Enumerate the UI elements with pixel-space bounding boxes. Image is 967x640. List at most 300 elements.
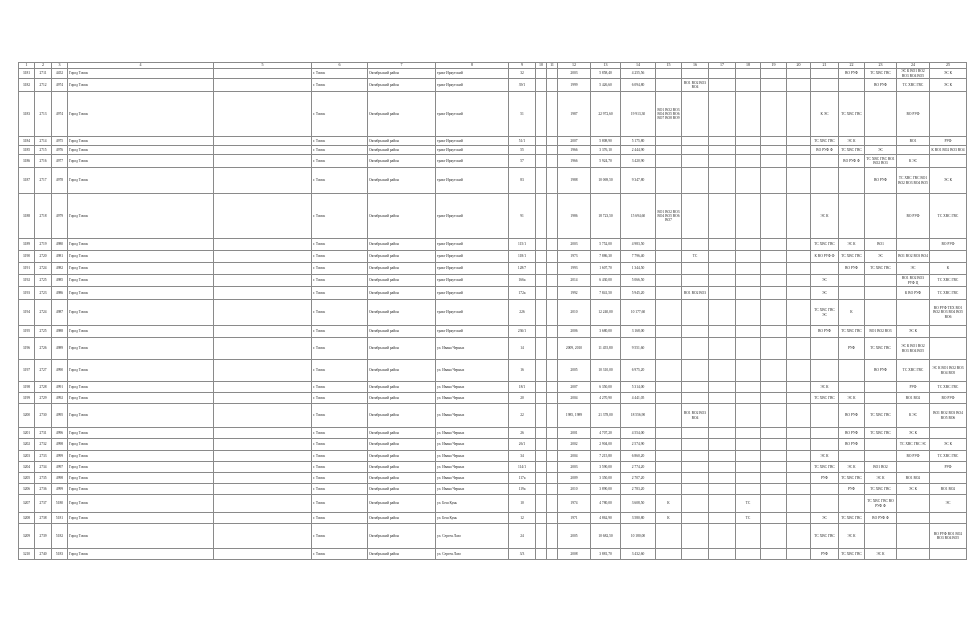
table-cell: 34 — [509, 451, 536, 462]
column-number: 13 — [591, 63, 621, 69]
table-cell: 2 444,90 — [621, 146, 656, 155]
table-cell: 3181 — [19, 69, 35, 79]
table-cell: 1985, 1989 — [558, 404, 591, 428]
table-cell: 2005 — [558, 524, 591, 549]
table-cell: 117а — [509, 473, 536, 484]
table-cell — [682, 275, 709, 287]
table-cell — [839, 382, 865, 393]
table-cell: 2009, 2010 — [558, 338, 591, 360]
table-cell: Октябрьский район — [368, 404, 436, 428]
table-cell: К ЭС — [811, 92, 839, 137]
table-cell — [682, 439, 709, 451]
table-cell: 3183 — [19, 92, 35, 137]
table-cell: 4 441,05 — [621, 393, 656, 404]
table-cell — [811, 484, 839, 495]
table-cell — [547, 287, 558, 300]
table-cell: ВО РУФ — [897, 194, 930, 239]
table-cell: Октябрьский район — [368, 92, 436, 137]
table-cell — [787, 462, 811, 473]
table-cell: Октябрьский район — [368, 484, 436, 495]
table-cell: 2724 — [35, 300, 52, 326]
table-cell — [736, 338, 761, 360]
table-cell: ТС ХВС ГВС ЭС — [811, 300, 839, 326]
table-cell: ЭС — [811, 275, 839, 287]
table-cell — [839, 194, 865, 239]
table-cell — [811, 404, 839, 428]
table-row — [19, 326, 967, 338]
table-cell: ул. Беш Кунь — [436, 513, 509, 524]
table-cell — [709, 439, 736, 451]
table-row — [19, 287, 967, 300]
table-cell: 3194 — [19, 300, 35, 326]
table-cell: ВО1 ВО2 — [930, 484, 967, 495]
table-cell — [761, 168, 787, 194]
table-cell: 2719 — [35, 239, 52, 251]
table-row — [19, 155, 967, 168]
table-cell: 3203 — [19, 451, 35, 462]
table-cell — [682, 137, 709, 146]
table-cell: 3 608,50 — [621, 495, 656, 513]
table-cell: ТС — [736, 513, 761, 524]
table-cell: 4979 — [52, 194, 68, 239]
column-number: 5 — [214, 63, 312, 69]
table-cell — [930, 473, 967, 484]
table-cell — [811, 155, 839, 168]
table-cell: 2723 — [35, 287, 52, 300]
table-cell: 2737 — [35, 495, 52, 513]
table-cell — [214, 194, 312, 239]
table-cell: ВО1 ВО2 ВО3 ВО4 — [682, 79, 709, 92]
table-cell: ТС ХВС ГВС — [897, 79, 930, 92]
table-cell: 15 694,60 — [621, 194, 656, 239]
table-cell: 1987 — [558, 92, 591, 137]
table-row — [19, 439, 967, 451]
table-row — [19, 484, 967, 495]
table-cell: 9 551,60 — [621, 338, 656, 360]
table-cell: ТС ХВС ГВС — [897, 360, 930, 382]
table-cell: 21 378,00 — [591, 404, 621, 428]
table-cell: 3200 — [19, 404, 35, 428]
table-cell — [865, 382, 897, 393]
table-cell — [536, 360, 547, 382]
table-cell: ул. Сергея Лазо — [436, 549, 509, 560]
table-cell — [787, 155, 811, 168]
table-cell: ЭС — [811, 287, 839, 300]
table-cell: РУФ — [811, 473, 839, 484]
table-cell: г. Томск — [312, 300, 368, 326]
table-cell — [736, 360, 761, 382]
table-cell: 3185 — [19, 146, 35, 155]
column-number: 20 — [787, 63, 811, 69]
table-cell: г. Томск — [312, 69, 368, 79]
table-cell: 2731 — [35, 428, 52, 439]
table-cell — [787, 251, 811, 263]
table-cell — [709, 338, 736, 360]
table-cell: ТС ХВС ГВС ВО1 ВО2 ВО3 ВО4 ВО5 — [897, 168, 930, 194]
table-cell: 3187 — [19, 168, 35, 194]
column-number: 4 — [68, 63, 214, 69]
table-cell: ВО РУФ — [839, 263, 865, 275]
table-cell: Октябрьский район — [368, 524, 436, 549]
table-cell: 6 350,00 — [591, 382, 621, 393]
table-cell — [682, 484, 709, 495]
table-cell: ВО1 ВО2 ВО3 — [682, 287, 709, 300]
table-cell: ВО РУФ — [897, 451, 930, 462]
table-cell — [214, 484, 312, 495]
table-cell — [547, 326, 558, 338]
table-cell — [761, 239, 787, 251]
column-number: 22 — [839, 63, 865, 69]
table-cell: 2010 — [558, 484, 591, 495]
table-cell: ЭС К — [811, 194, 839, 239]
table-cell — [787, 194, 811, 239]
table-cell — [656, 137, 682, 146]
table-cell — [214, 251, 312, 263]
table-cell — [865, 524, 897, 549]
table-cell: ВО РУФ — [839, 428, 865, 439]
table-cell: 5 808,90 — [591, 137, 621, 146]
table-cell: Октябрьский район — [368, 137, 436, 146]
table-cell: 3207 — [19, 495, 35, 513]
table-cell — [865, 287, 897, 300]
table-cell: 1993 — [558, 263, 591, 275]
table-cell: ВО РУФ — [839, 404, 865, 428]
table-cell — [787, 495, 811, 513]
table-cell: 2003 — [558, 239, 591, 251]
register-table — [18, 62, 967, 560]
table-cell: г. Томск — [312, 513, 368, 524]
column-number: 12 — [558, 63, 591, 69]
table-cell: 2727 — [35, 360, 52, 382]
table-cell — [547, 137, 558, 146]
table-cell: г. Томск — [312, 360, 368, 382]
table-cell: г. Томск — [312, 239, 368, 251]
table-row — [19, 146, 967, 155]
table-cell: 2003 — [558, 462, 591, 473]
table-cell: г. Томск — [312, 338, 368, 360]
table-cell — [536, 194, 547, 239]
table-cell: 2728 — [35, 382, 52, 393]
table-row — [19, 239, 967, 251]
table-cell — [761, 194, 787, 239]
table-cell: 2733 — [35, 451, 52, 462]
table-cell — [682, 473, 709, 484]
table-cell: 2 774,20 — [621, 462, 656, 473]
table-cell: 119а — [509, 484, 536, 495]
table-cell: ТС ХВС ГВС — [839, 146, 865, 155]
table-cell: ЭС К — [897, 428, 930, 439]
table-cell: Октябрьский район — [368, 239, 436, 251]
table-cell — [736, 79, 761, 92]
table-cell: Октябрьский район — [368, 513, 436, 524]
table-cell: 57 — [509, 155, 536, 168]
table-cell: 10 069,50 — [591, 168, 621, 194]
table-cell — [214, 495, 312, 513]
table-cell: тракт Иркутский — [436, 69, 509, 79]
table-cell: ВО1 ВО2 ВО3 ВО4 — [897, 251, 930, 263]
table-cell: ВО РУФ — [865, 168, 897, 194]
table-cell: 11 455,80 — [591, 338, 621, 360]
table-cell: 2007 — [558, 382, 591, 393]
table-cell: г. Томск — [312, 439, 368, 451]
table-cell — [536, 168, 547, 194]
table-cell — [214, 382, 312, 393]
table-cell — [536, 79, 547, 92]
table-cell — [656, 300, 682, 326]
table-cell — [736, 300, 761, 326]
table-cell: 2730 — [35, 404, 52, 428]
table-cell — [709, 524, 736, 549]
table-cell — [761, 263, 787, 275]
table-cell: ул. Ивана Черных — [436, 404, 509, 428]
table-row — [19, 275, 967, 287]
table-cell — [547, 194, 558, 239]
table-cell — [897, 513, 930, 524]
table-cell — [709, 326, 736, 338]
table-cell — [787, 382, 811, 393]
table-cell — [547, 146, 558, 155]
table-cell: 2005 — [558, 360, 591, 382]
table-cell: Город Томск — [68, 473, 214, 484]
table-cell — [736, 462, 761, 473]
table-cell: Октябрьский район — [368, 263, 436, 275]
table-cell: 10 310,00 — [591, 360, 621, 382]
table-cell — [682, 451, 709, 462]
table-cell — [865, 439, 897, 451]
table-cell: К ВО1 ВО2 ВО3 ВО4 — [930, 146, 967, 155]
table-cell — [930, 326, 967, 338]
column-number: 3 — [52, 63, 68, 69]
table-cell — [536, 275, 547, 287]
table-cell — [656, 428, 682, 439]
table-cell: ТС ХВС ГВС ВО1 ВО2 ВО3 — [865, 155, 897, 168]
table-cell — [656, 168, 682, 194]
table-cell: Октябрьский район — [368, 338, 436, 360]
table-cell — [547, 393, 558, 404]
table-cell — [682, 155, 709, 168]
table-cell: ЭС — [897, 263, 930, 275]
table-cell — [656, 404, 682, 428]
table-cell: 3202 — [19, 439, 35, 451]
table-cell: ВО1 — [865, 239, 897, 251]
table-cell: Город Томск — [68, 439, 214, 451]
table-cell: 4982 — [52, 263, 68, 275]
table-cell: 4988 — [52, 326, 68, 338]
table-cell — [930, 251, 967, 263]
table-cell — [897, 549, 930, 560]
table-cell: 1966 — [558, 146, 591, 155]
table-cell: тракт Иркутский — [436, 79, 509, 92]
table-cell — [547, 404, 558, 428]
table-cell: 3198 — [19, 382, 35, 393]
column-number: 7 — [368, 63, 436, 69]
table-cell: г. Томск — [312, 155, 368, 168]
table-cell — [787, 484, 811, 495]
table-cell: тракт Иркутский — [436, 300, 509, 326]
table-cell — [787, 168, 811, 194]
column-number: 17 — [709, 63, 736, 69]
table-cell: 4992 — [52, 393, 68, 404]
table-cell: г. Томск — [312, 451, 368, 462]
table-cell: 5 175,80 — [621, 137, 656, 146]
table-cell: г. Томск — [312, 495, 368, 513]
table-cell — [547, 360, 558, 382]
table-cell: г. Томск — [312, 263, 368, 275]
table-cell — [811, 428, 839, 439]
table-cell — [656, 263, 682, 275]
table-cell: 2714 — [35, 137, 52, 146]
table-cell: 2006 — [558, 326, 591, 338]
table-cell: 5182 — [52, 524, 68, 549]
table-cell — [214, 239, 312, 251]
table-cell: ТС ХВС ГВС — [811, 137, 839, 146]
table-cell: 2004 — [558, 393, 591, 404]
table-cell: 4 780,00 — [591, 495, 621, 513]
table-cell — [839, 168, 865, 194]
table-cell: 226 — [509, 300, 536, 326]
table-cell — [656, 473, 682, 484]
table-cell: ЭС К ВО1 ВО2 ВО3 ВО4 ВО5 — [930, 360, 967, 382]
table-cell — [214, 393, 312, 404]
table-cell: Октябрьский район — [368, 439, 436, 451]
table-cell: Город Томск — [68, 92, 214, 137]
table-cell — [214, 404, 312, 428]
table-cell — [709, 275, 736, 287]
table-cell — [656, 549, 682, 560]
table-cell — [547, 239, 558, 251]
column-number: 21 — [811, 63, 839, 69]
table-cell — [736, 137, 761, 146]
table-cell: г. Томск — [312, 428, 368, 439]
table-cell — [547, 338, 558, 360]
table-cell: РУФ — [930, 462, 967, 473]
table-cell — [811, 263, 839, 275]
table-cell: 1992 — [558, 287, 591, 300]
table-cell — [930, 155, 967, 168]
table-cell: ул. Сергея Лазо — [436, 524, 509, 549]
column-number: 24 — [897, 63, 930, 69]
table-cell: 5 924,70 — [591, 155, 621, 168]
table-cell — [656, 393, 682, 404]
table-cell: Октябрьский район — [368, 168, 436, 194]
table-cell: г. Томск — [312, 251, 368, 263]
table-cell: ЭС — [865, 251, 897, 263]
table-cell: 1999 — [558, 79, 591, 92]
table-cell: ул. Ивана Черных — [436, 462, 509, 473]
table-cell — [930, 92, 967, 137]
table-cell: ВО РУФ — [897, 92, 930, 137]
table-row — [19, 338, 967, 360]
column-number: 2 — [35, 63, 52, 69]
table-cell — [709, 451, 736, 462]
table-cell: 2711 — [35, 69, 52, 79]
table-cell — [536, 287, 547, 300]
table-row — [19, 513, 967, 524]
table-cell — [656, 326, 682, 338]
table-cell — [536, 404, 547, 428]
table-cell — [761, 251, 787, 263]
table-cell: 2009 — [558, 473, 591, 484]
table-cell — [656, 451, 682, 462]
table-cell: г. Томск — [312, 168, 368, 194]
table-cell: 3204 — [19, 462, 35, 473]
table-cell: Город Томск — [68, 168, 214, 194]
table-cell: ТС ХВС ГВС — [865, 404, 897, 428]
table-cell: тракт Иркутский — [436, 168, 509, 194]
table-cell: 3 680,00 — [591, 326, 621, 338]
table-cell: 10 180,00 — [621, 524, 656, 549]
table-cell: Город Томск — [68, 495, 214, 513]
table-cell — [736, 251, 761, 263]
table-cell: 10 — [509, 495, 536, 513]
table-cell — [656, 275, 682, 287]
table-cell — [682, 513, 709, 524]
table-cell — [214, 168, 312, 194]
table-cell: 3188 — [19, 194, 35, 239]
table-cell — [656, 439, 682, 451]
table-cell: ЭС К — [839, 462, 865, 473]
table-cell: ВО РУФ — [811, 326, 839, 338]
table-cell — [761, 439, 787, 451]
table-cell: 6 860,20 — [621, 451, 656, 462]
table-cell: 2725 — [35, 275, 52, 287]
table-cell — [865, 393, 897, 404]
table-row — [19, 263, 967, 275]
table-cell — [709, 263, 736, 275]
table-cell: ВО1 ВО2 ВО3 РУФ Ц — [897, 275, 930, 287]
table-cell — [787, 439, 811, 451]
table-cell: 3205 — [19, 473, 35, 484]
column-number: 23 — [865, 63, 897, 69]
table-cell: 2718 — [35, 194, 52, 239]
table-cell: 4991 — [52, 382, 68, 393]
table-cell — [709, 495, 736, 513]
table-cell — [761, 69, 787, 79]
table-cell: ЭС К — [930, 439, 967, 451]
table-cell — [547, 524, 558, 549]
table-cell: Октябрьский район — [368, 300, 436, 326]
table-cell: 3208 — [19, 513, 35, 524]
table-cell: ТС ХВС ГВС — [839, 549, 865, 560]
table-cell: 4996 — [52, 428, 68, 439]
table-cell: 7 796,40 — [621, 251, 656, 263]
table-cell: 115/1 — [509, 239, 536, 251]
table-cell — [930, 428, 967, 439]
table-cell — [811, 338, 839, 360]
table-cell: тракт Иркутский — [436, 92, 509, 137]
table-cell: ТС ХВС ГВС — [865, 69, 897, 79]
table-cell: г. Томск — [312, 146, 368, 155]
table-cell: Октябрьский район — [368, 79, 436, 92]
table-cell — [214, 263, 312, 275]
table-cell: 3195 — [19, 326, 35, 338]
table-cell: Октябрьский район — [368, 451, 436, 462]
table-cell: 4980 — [52, 239, 68, 251]
table-cell: 2 904,00 — [591, 439, 621, 451]
table-cell — [761, 513, 787, 524]
table-cell: 2740 — [35, 549, 52, 560]
table-cell: ТС ХВС ГВС — [811, 239, 839, 251]
table-cell: 4998 — [52, 439, 68, 451]
table-cell: ТС ХВС ГВС ЭС — [897, 439, 930, 451]
table-cell: ТС ХВС ГВС — [930, 287, 967, 300]
table-row — [19, 137, 967, 146]
table-cell: 4981 — [52, 251, 68, 263]
table-cell — [787, 275, 811, 287]
table-cell: ЭС К — [839, 524, 865, 549]
table-cell: Город Томск — [68, 251, 214, 263]
table-cell: 4974 — [52, 92, 68, 137]
